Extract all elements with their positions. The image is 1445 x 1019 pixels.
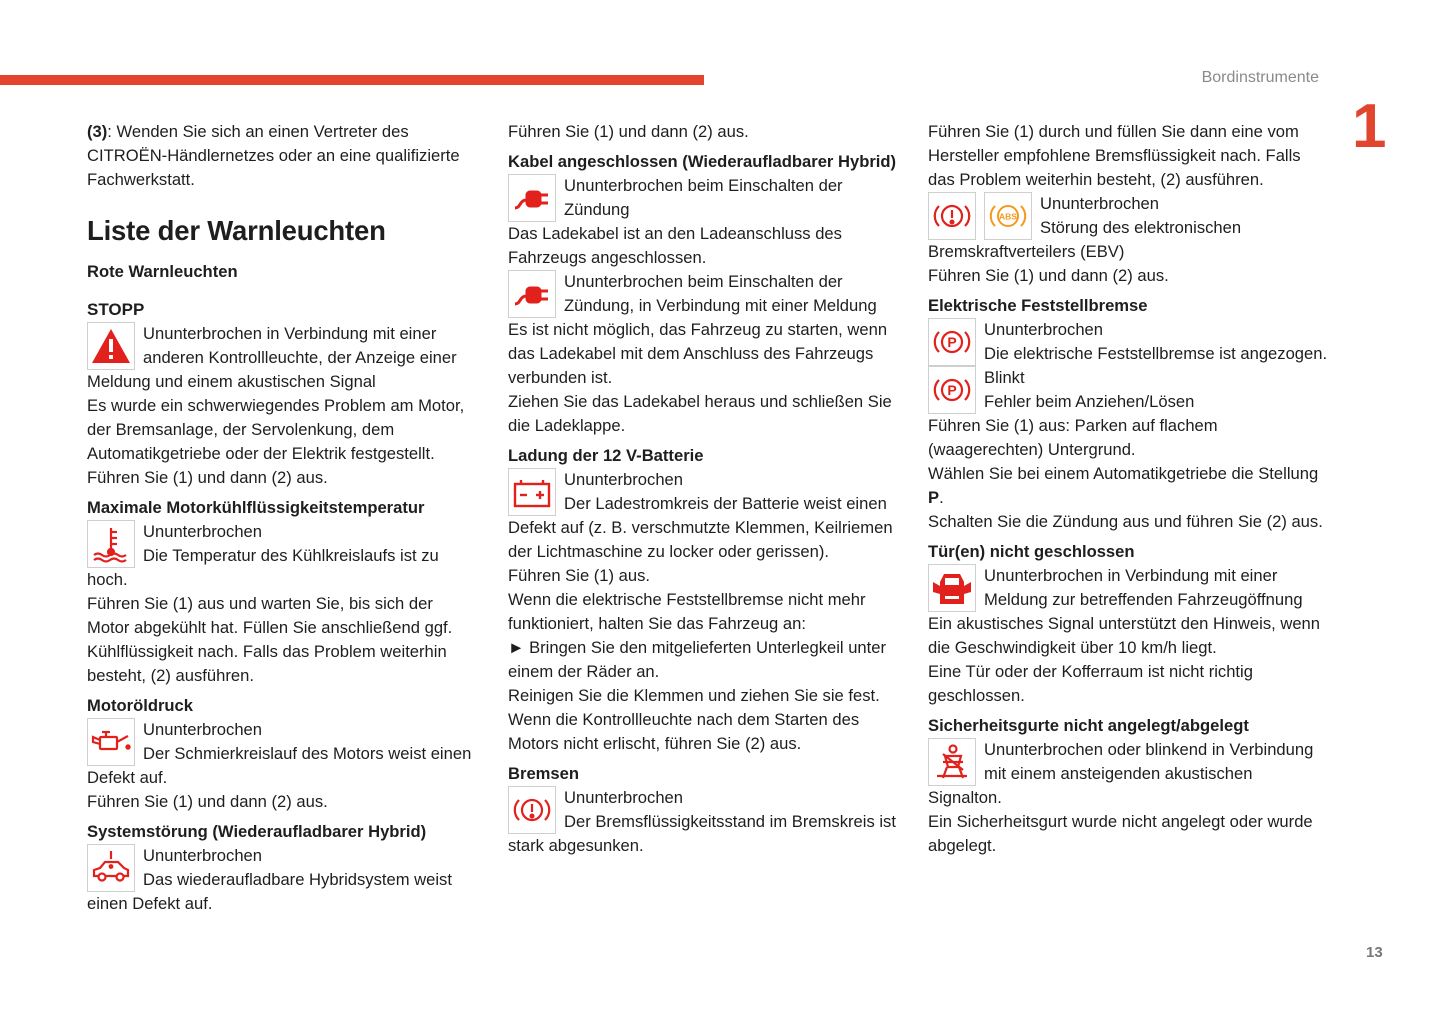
charging-plug-icon [508, 174, 556, 222]
hybrid-car-fault-icon [87, 844, 135, 892]
page-title: Liste der Warnleuchten [87, 215, 386, 246]
seatbelt-icon [928, 738, 976, 786]
door-entry: Ununterbrochen in Verbindung mit einer Meldung zur betreffenden Fahrzeugöffnung [928, 564, 1328, 612]
parking-entry-1: P Ununterbrochen Die elektrische Feststellbremse ist angezogen. [928, 318, 1328, 366]
brake-warning-icon [508, 786, 556, 834]
battery-icon [508, 468, 556, 516]
hybrid-entry: Ununterbrochen Das wiederaufladbare Hybridsystem weist einen Defekt auf. [87, 846, 452, 913]
cable-entry-1: Ununterbrochen beim Einschalten der Zündung [508, 174, 904, 222]
parking-letter: P [947, 382, 957, 398]
coolant-heading: Maximale Motorkühlflüssigkeitstemperatur [87, 498, 425, 517]
coolant-temperature-icon [87, 520, 135, 568]
oil-entry: Ununterbrochen Der Schmierkreislauf des Motors weist einen Defekt auf. [87, 720, 472, 787]
col3-top: Führen Sie (1) durch und füllen Sie dann eine vom Hersteller empfohlene Bremsflüssigkeit nach. Falls das Problem weiterhin besteht, (2) ausführen. [928, 122, 1301, 189]
abs-icon [984, 192, 1032, 240]
chapter-number: 1 [1352, 92, 1387, 161]
coolant-entry: Ununterbrochen Die Temperatur des Kühlkreislaufs ist zu hoch. [87, 522, 439, 589]
column-1 [87, 120, 479, 916]
subtitle: Rote Warnleuchten [87, 262, 238, 281]
section-title: Bordinstrumente [1201, 69, 1319, 86]
column-2: Führen Sie (1) und dann (2) aus. Kabel angeschlossen (Wiederaufladbarer Hybrid) Ununterbrochen beim Einschalten der Zündung Das Ladekabel ist an den Ladeanschluss des Fahrzeugs angeschlossen. Ununterbrochen beim Einschalten der Zündung, in Verbindung mit einer Meldung Es ist nicht möglich, das Fahrzeug zu starten, wenn das Ladekabel mit dem Anschluss des Fahrzeugs verbunden ist. Ziehen Sie das Ladekabel heraus und schließen Sie die Ladeklappe. Ladung der 12 V-Batterie Ununterbrochen Der Ladestromkreis der Batterie weist einen Defekt auf (z. B. verschmutzte Klemmen, Keilriemen der Lichtmaschine zu locker oder gerissen). Führen Sie (1) aus. Wenn die elektrische Feststellbremse nicht mehr funktioniert, halten Sie das Fahrzeug an: ► Bringen Sie den mitgelieferten Unterlegkeil unter einem der Räder an. Reinigen Sie die Klemmen und ziehen Sie sie fest. Wenn die Kontrollleuchte nach dem Starten des Motors nicht erlischt, führen Sie (2) aus. Bremsen Ununterbrochen Der Bremsflüssigkeitsstand im Bremskreis ist stark abgesunken. [508, 120, 904, 858]
accent-bar [0, 75, 704, 85]
ebv-entry: ABS Ununterbrochen Störung des elektronischen Bremskraftverteilers (EBV) [928, 194, 1242, 261]
cable-heading: Kabel angeschlossen (Wiederaufladbarer Hybrid) [508, 152, 897, 171]
oil-action: Führen Sie (1) und dann (2) aus. [87, 792, 328, 811]
oil-can-icon [87, 718, 135, 766]
stopp-heading: STOPP [87, 300, 145, 319]
parking-brake-icon [928, 318, 976, 366]
parking-p2: Wählen Sie bei einem Automatikgetriebe die Stellung P. [928, 464, 1319, 507]
coolant-action: Führen Sie (1) aus und warten Sie, bis sich der Motor abgekühlt hat. Füllen Sie anschließend ggf. Kühlflüssigkeit nach. Falls das Problem weiterhin besteht, (2) ausführen. [87, 594, 453, 685]
charging-plug-icon [508, 270, 556, 318]
brakes-heading: Bremsen [508, 764, 580, 783]
battery-bullet: ► Bringen Sie den mitgelieferten Unterlegkeil unter einem der Räder an. [508, 638, 887, 681]
hybrid-heading: Systemstörung (Wiederaufladbarer Hybrid) [87, 822, 427, 841]
stopp-text: Es wurde ein schwerwiegendes Problem am Motor, der Bremsanlage, der Servolenkung, dem Automatikgetriebe oder der Elektrik festgestellt. [87, 396, 465, 463]
door-open-icon [928, 564, 976, 612]
battery-heading: Ladung der 12 V-Batterie [508, 446, 704, 465]
parking-letter: P [947, 334, 957, 350]
brake-warning-icon [928, 192, 976, 240]
battery-entry: Ununterbrochen Der Ladestromkreis der Batterie weist einen Defekt auf (z. B. verschmutzte Klemmen, Keilriemen der Lichtmaschine zu locker oder gerissen). [508, 470, 893, 561]
page-number: 13 [1366, 944, 1383, 961]
seatbelt-heading: Sicherheitsgurte nicht angelegt/abgelegt [928, 716, 1249, 735]
parking-heading: Elektrische Feststellbremse [928, 296, 1148, 315]
seatbelt-entry: Ununterbrochen oder blinkend in Verbindung mit einem ansteigenden akustischen Signalton. [928, 740, 1314, 807]
cable-entry-2: Ununterbrochen beim Einschalten der Zündung, in Verbindung mit einer Meldung [508, 270, 904, 318]
stopp-lead: Ununterbrochen in Verbindung mit einer anderen Kontrollleuchte, der Anzeige einer Meldung und einem akustischen Signal [87, 324, 457, 391]
door-heading: Tür(en) nicht geschlossen [928, 542, 1135, 561]
stopp-entry [87, 322, 479, 394]
warning-triangle-icon [87, 322, 135, 370]
brakes-entry: Ununterbrochen Der Bremsflüssigkeitsstand im Bremskreis ist stark abgesunken. [508, 788, 896, 855]
parking-entry-2: P Blinkt Fehler beim Anziehen/Lösen [928, 366, 1328, 414]
col2-top: Führen Sie (1) und dann (2) aus. [508, 122, 749, 141]
intro-paragraph: (3): Wenden Sie sich an einen Vertreter des CITROËN-Händlernetzes oder an eine qualifizierte Fachwerkstatt. [87, 122, 460, 189]
parking-brake-icon [928, 366, 976, 414]
column-3: Führen Sie (1) durch und füllen Sie dann eine vom Hersteller empfohlene Bremsflüssigkeit nach. Falls das Problem weiterhin besteht, (2) ausführen. ABS Ununterbrochen Störung des elektronischen Bremskraftverteilers (EBV) Führen Sie (1) und dann (2) aus. Elektrische Feststellbremse P Ununterbrochen Die elektrische Feststellbremse ist angezogen. P Blinkt Fehler beim Anziehen/Lösen Führen Sie (1) aus: Parken auf flachem (waagerechten) Untergrund. Wählen Sie bei einem Automatikgetriebe die Stellung P. Schalten Sie die Zündung aus und führen Sie (2) aus. Tür(en) nicht geschlossen Ununterbrochen in Verbindung mit einer Meldung zur betreffenden Fahrzeugöffnung Ein akustisches Signal unterstützt den Hinweis, wenn die Geschwindigkeit über 10 km/h liegt. Eine Tür oder der Kofferraum ist nicht richtig geschlossen. Sicherheitsgurte nicht angelegt/abgelegt Ununterbrochen oder blinkend in Verbindung mit einem ansteigenden akustischen Signalton. Ein Sicherheitsgurt wurde nicht angelegt oder wurde abgelegt. [928, 122, 1328, 855]
abs-label: ABS [999, 211, 1017, 222]
oil-heading: Motoröldruck [87, 696, 194, 715]
stopp-action: Führen Sie (1) und dann (2) aus. [87, 468, 328, 487]
